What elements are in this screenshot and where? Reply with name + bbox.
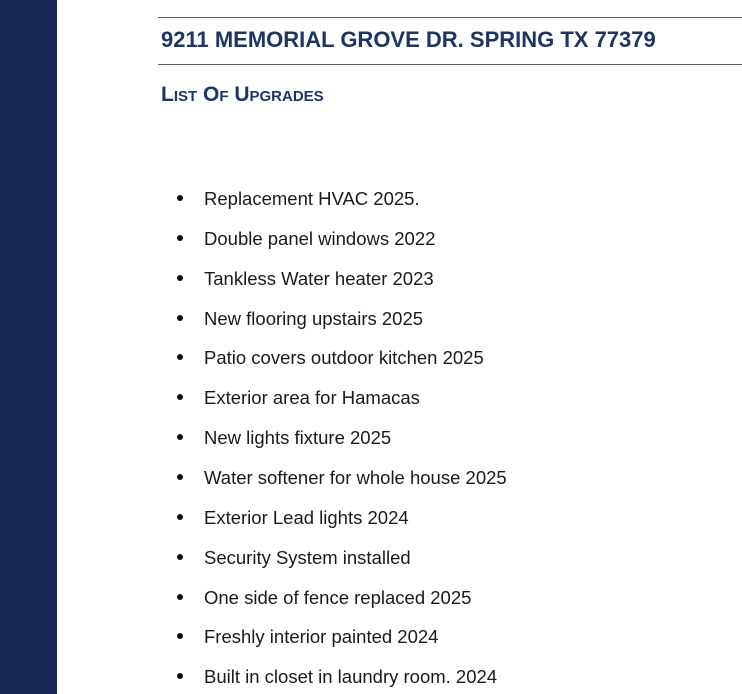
property-address-heading: 9211 MEMORIAL GROVE DR. SPRING TX 77379 [161,27,656,52]
bullet-icon [177,235,183,241]
upgrade-item-text: Double panel windows 2022 [204,228,436,249]
header-top-rule [158,17,742,18]
bullet-icon [177,315,183,321]
header-bottom-rule [158,64,742,65]
left-color-band [0,0,57,694]
upgrade-item-text: Exterior Lead lights 2024 [204,507,409,528]
upgrades-section-title: List Of Upgrades [161,83,324,106]
bullet-icon [177,474,183,480]
upgrade-item-text: Replacement HVAC 2025. [204,188,420,209]
upgrade-item-text: Tankless Water heater 2023 [204,268,434,289]
bullet-icon [177,594,183,600]
bullet-icon [177,633,183,639]
upgrade-item-text: Security System installed [204,547,411,568]
document-page [57,0,742,694]
upgrade-item-text: Exterior area for Hamacas [204,387,420,408]
upgrade-item-text: One side of fence replaced 2025 [204,587,472,608]
upgrade-item-text: New flooring upstairs 2025 [204,308,424,329]
bullet-icon [177,514,183,520]
upgrade-item-text: New lights fixture 2025 [204,427,392,448]
bullet-icon [177,354,183,360]
bullet-icon [177,195,183,201]
bullet-icon [177,394,183,400]
bullet-icon [177,275,183,281]
bullet-icon [177,554,183,560]
upgrade-item-text: Built in closet in laundry room. 2024 [204,666,498,687]
bullet-icon [177,434,183,440]
bullet-icon [177,673,183,679]
upgrade-item-text: Water softener for whole house 2025 [204,467,507,488]
upgrade-item-text: Freshly interior painted 2024 [204,626,439,647]
upgrade-item-text: Patio covers outdoor kitchen 2025 [204,347,484,368]
